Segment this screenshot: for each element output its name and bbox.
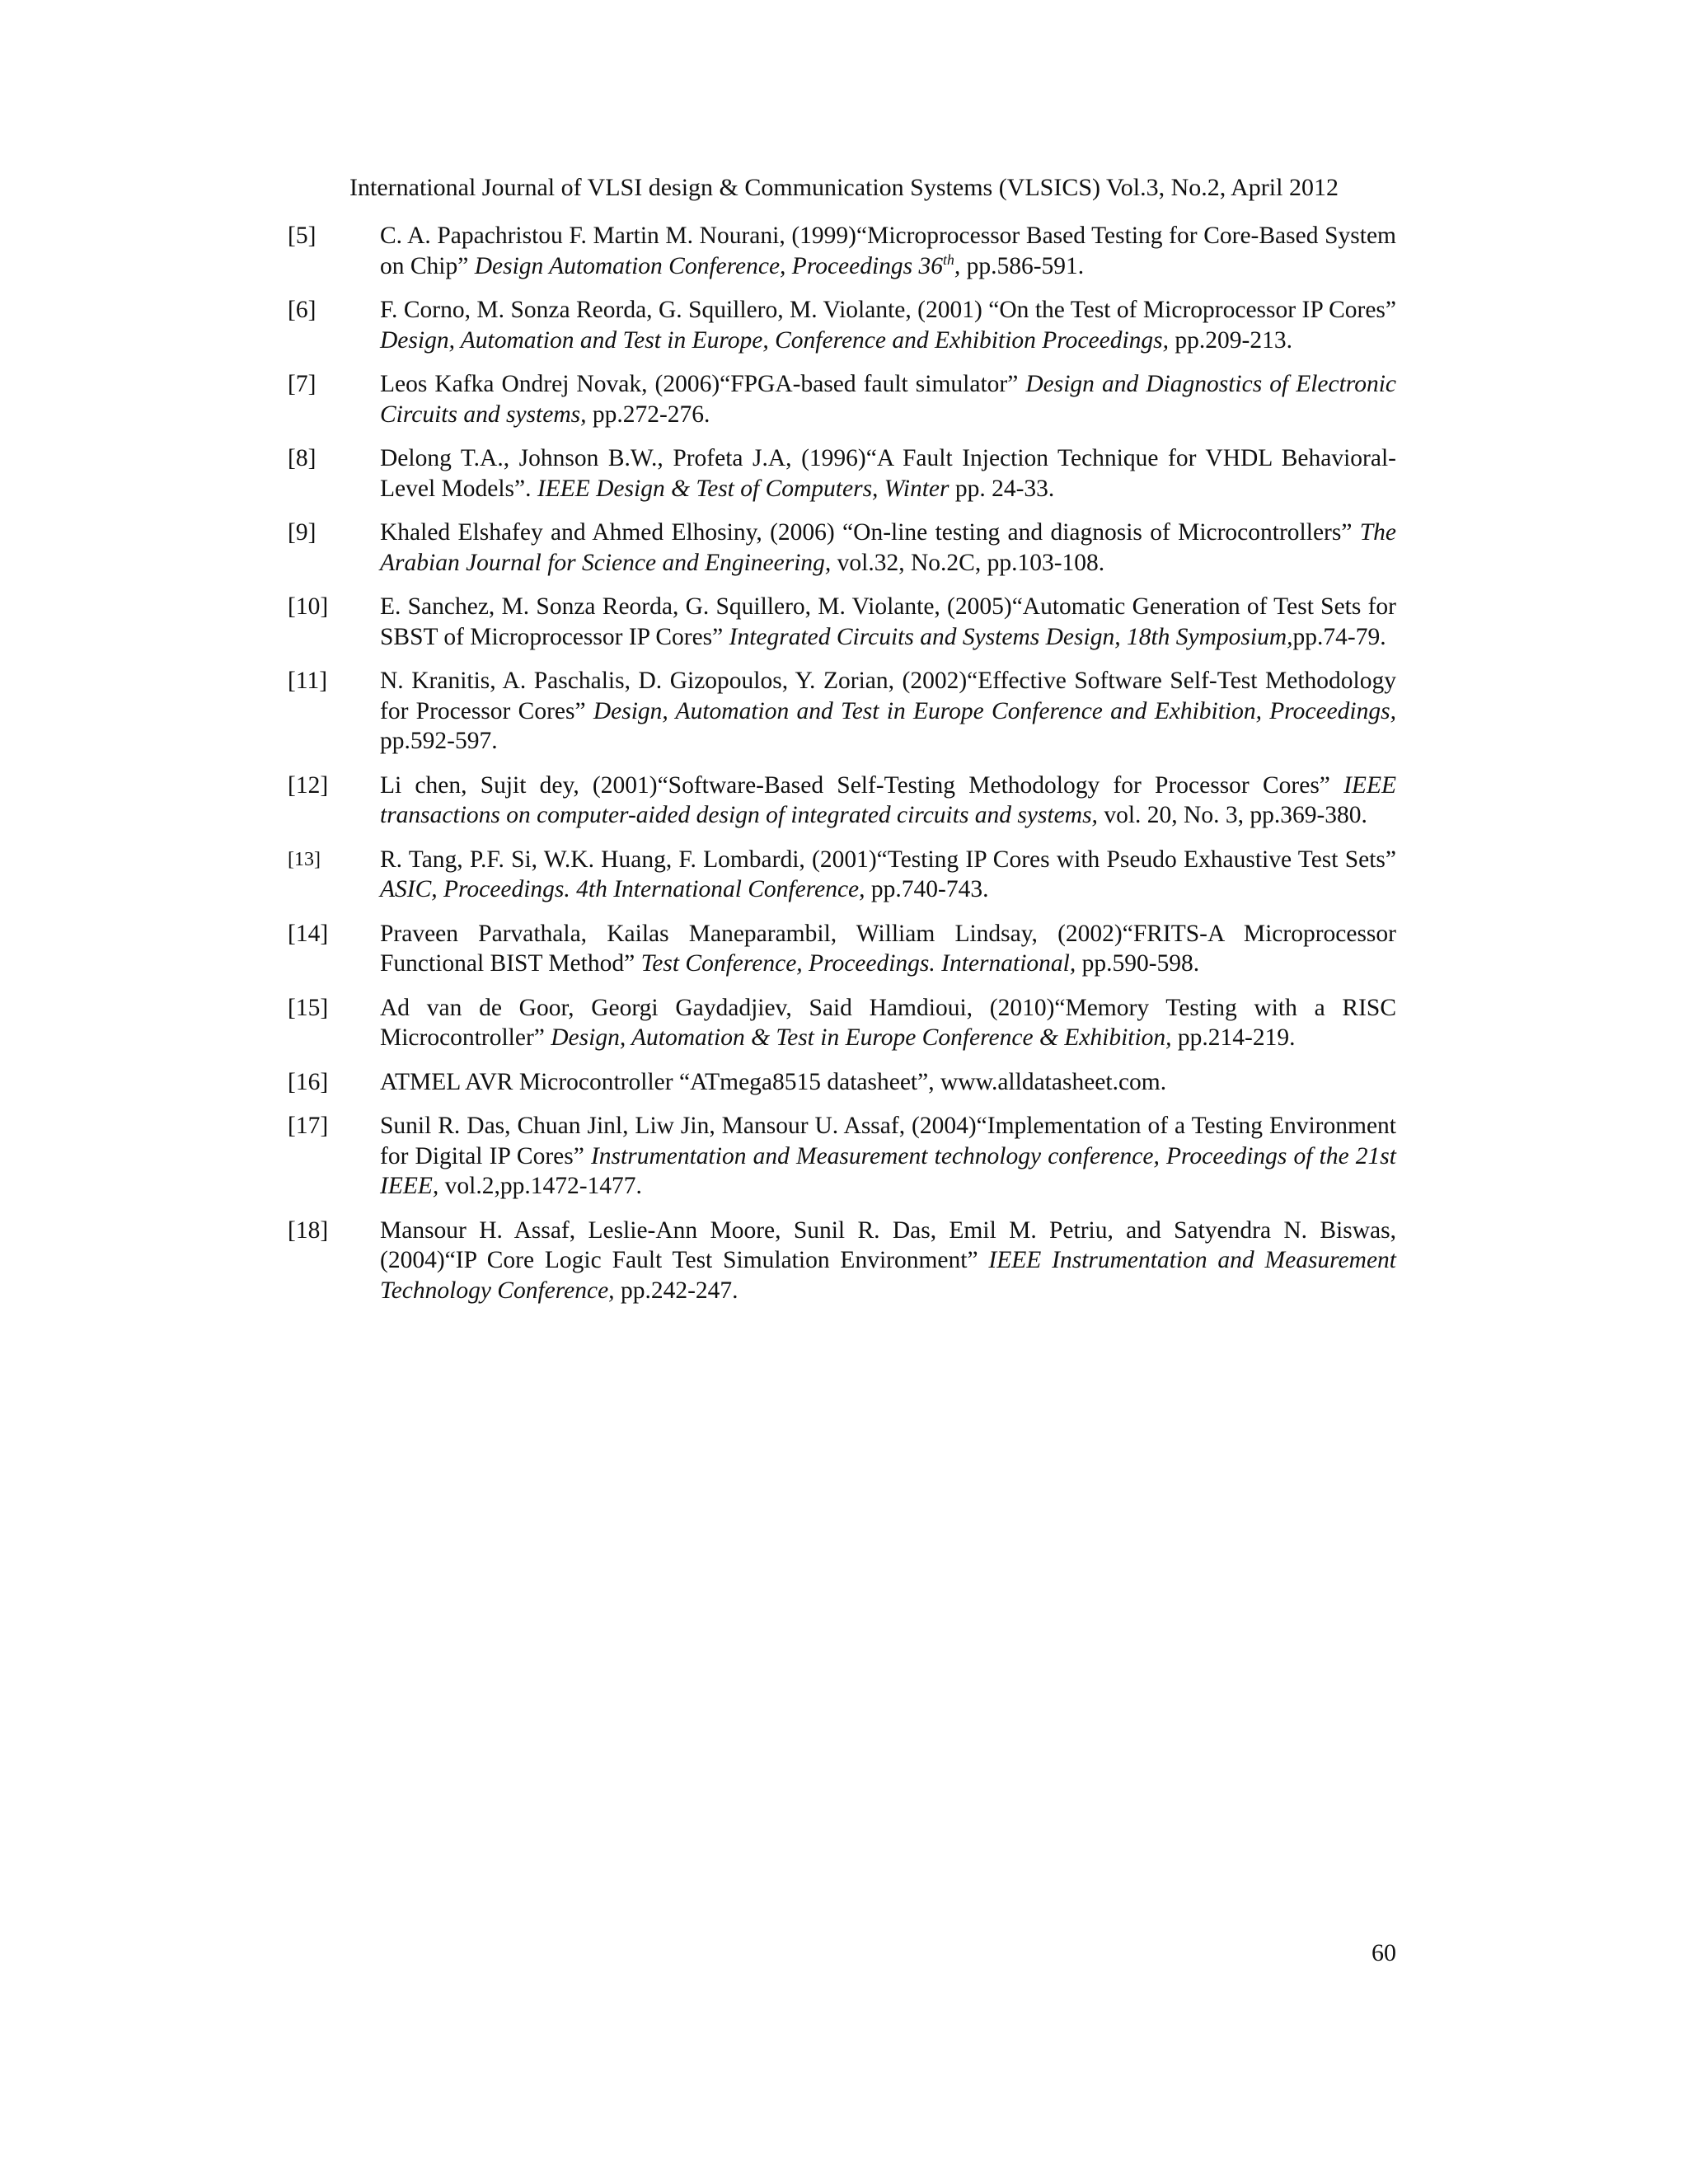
reference-text bbox=[380, 919, 1396, 979]
reference-segment: pp.214-219. bbox=[1171, 1024, 1296, 1051]
reference-entry bbox=[288, 518, 1396, 578]
reference-venue: Design and Diagnostics of Electronic Circuits and systems, bbox=[380, 371, 1396, 428]
reference-segment: Leos Kafka Ondrej Novak, (2006)“FPGA-based fault simulator” bbox=[380, 371, 1026, 397]
reference-segment: Delong T.A., Johnson B.W., Profeta J.A, (1996)“A Fault Injection Technique for VHDL Behavioral-Level Models”. bbox=[380, 445, 1396, 502]
reference-segment: Ad van de Goor, Georgi Gaydadjiev, Said Hamdioui, (2010)“Memory Testing with a RISC Microcontroller” bbox=[380, 994, 1396, 1051]
reference-number: [10] bbox=[288, 593, 329, 620]
reference-segment: pp.740-743. bbox=[865, 876, 989, 902]
reference-text bbox=[380, 771, 1396, 831]
running-header: International Journal of VLSI design & Communication Systems (VLSICS) Vol.3, No.2, April 2012 bbox=[349, 174, 1339, 201]
reference-text bbox=[380, 221, 1396, 281]
reference-number: [16] bbox=[288, 1068, 329, 1095]
reference-segment: pp.590-598. bbox=[1076, 950, 1200, 977]
reference-venue: The Arabian Journal for Science and Engineering, bbox=[380, 519, 1396, 576]
reference-segment: E. Sanchez, M. Sonza Reorda, G. Squillero, M. Violante, (2005)“Automatic Generation of Test Sets for SBST of Microprocessor IP Cores” bbox=[380, 593, 1396, 650]
reference-number: [11] bbox=[288, 668, 328, 694]
reference-list bbox=[288, 221, 1396, 1319]
reference-entry bbox=[288, 369, 1396, 429]
reference-text bbox=[380, 666, 1396, 757]
reference-text bbox=[380, 369, 1396, 429]
reference-text bbox=[380, 443, 1396, 504]
reference-segment: vol. 20, No. 3, pp.369-380. bbox=[1097, 802, 1367, 828]
reference-text bbox=[380, 1216, 1396, 1306]
reference-segment: Khaled Elshafey and Ahmed Elhosiny, (2006) “On-line testing and diagnosis of Microcontrollers” bbox=[380, 519, 1360, 546]
reference-venue: Design, Automation & Test in Europe Conference & Exhibition, bbox=[551, 1024, 1172, 1051]
reference-number: [15] bbox=[288, 994, 329, 1021]
reference-venue: Design Automation Conference, Proceedings 36 bbox=[474, 252, 944, 279]
reference-venue: IEEE Instrumentation and Measurement Technology Conference, bbox=[380, 1247, 1396, 1304]
reference-segment: R. Tang, P.F. Si, W.K. Huang, F. Lombardi, (2001)“Testing IP Cores with Pseudo Exhaustive Test Sets” bbox=[380, 846, 1396, 873]
reference-venue: Integrated Circuits and Systems Design, 18th Symposium, bbox=[729, 623, 1293, 650]
reference-segment: pp.592-597. bbox=[380, 728, 498, 754]
reference-entry bbox=[288, 845, 1396, 905]
reference-segment: Li chen, Sujit dey, (2001)“Software-Based Self-Testing Methodology for Processor Cores” bbox=[380, 771, 1344, 799]
reference-segment: pp. 24-33. bbox=[949, 475, 1055, 502]
reference-segment: pp.74-79. bbox=[1292, 623, 1386, 650]
reference-number: [17] bbox=[288, 1113, 329, 1139]
reference-number: [5] bbox=[288, 223, 316, 249]
reference-venue: Test Conference, Proceedings. International, bbox=[640, 950, 1076, 977]
reference-number: [18] bbox=[288, 1216, 329, 1244]
reference-entry bbox=[288, 1216, 1396, 1306]
reference-entry bbox=[288, 221, 1396, 281]
reference-venue: IEEE transactions on computer-aided design of integrated circuits and systems, bbox=[380, 771, 1396, 828]
reference-text bbox=[380, 993, 1396, 1053]
reference-entry bbox=[288, 295, 1396, 355]
reference-venue: IEEE Design & Test of Computers, Winter bbox=[537, 475, 950, 502]
reference-text bbox=[380, 592, 1396, 652]
reference-segment: pp.272-276. bbox=[586, 401, 710, 428]
reference-entry bbox=[288, 1067, 1396, 1098]
reference-segment: Mansour H. Assaf, Leslie-Ann Moore, Sunil R. Das, Emil M. Petriu, and Satyendra N. Biswas, (2004)“IP Core Logic Fault Test Simulation Environment” bbox=[380, 1216, 1396, 1273]
reference-segment: C. A. Papachristou F. Martin M. Nourani, (1999)“Microprocessor Based Testing for Core-Based System on Chip” bbox=[380, 223, 1396, 279]
reference-text bbox=[380, 295, 1396, 355]
reference-segment: vol.2,pp.1472-1477. bbox=[438, 1173, 642, 1199]
reference-number: [14] bbox=[288, 920, 329, 947]
reference-segment: pp.209-213. bbox=[1169, 326, 1292, 354]
reference-number: [7] bbox=[288, 371, 316, 397]
reference-segment: N. Kranitis, A. Paschalis, D. Gizopoulos, Y. Zorian, (2002)“Effective Software Self-Test Methodology for Processor Cores” bbox=[380, 668, 1396, 724]
reference-venue: ASIC, Proceedings. 4th International Conference, bbox=[380, 876, 865, 902]
reference-venue: Instrumentation and Measurement technology conference, Proceedings of the 21st IEEE, bbox=[380, 1142, 1396, 1199]
reference-superscript: th bbox=[943, 251, 954, 268]
page-number: 60 bbox=[1372, 1939, 1396, 1966]
reference-venue: , bbox=[954, 252, 961, 279]
reference-number: [12] bbox=[288, 771, 329, 799]
reference-number: [13] bbox=[288, 848, 321, 870]
reference-venue: Design, Automation and Test in Europe, Conference and Exhibition Proceedings, bbox=[380, 326, 1170, 354]
reference-segment: Praveen Parvathala, Kailas Maneparambil, William Lindsay, (2002)“FRITS-A Microprocessor Functional BIST Method” bbox=[380, 920, 1396, 977]
reference-segment: F. Corno, M. Sonza Reorda, G. Squillero, M. Violante, (2001) “On the Test of Microprocessor IP Cores” bbox=[380, 297, 1396, 323]
reference-text bbox=[380, 845, 1396, 905]
reference-segment: pp.242-247. bbox=[614, 1277, 738, 1304]
reference-entry bbox=[288, 993, 1396, 1053]
reference-entry bbox=[288, 666, 1396, 757]
reference-text bbox=[380, 1067, 1396, 1098]
reference-segment: ATMEL AVR Microcontroller “ATmega8515 datasheet”, www.alldatasheet.com. bbox=[380, 1068, 1167, 1095]
reference-segment: pp.586-591. bbox=[960, 252, 1085, 279]
reference-entry bbox=[288, 919, 1396, 979]
reference-number: [9] bbox=[288, 519, 316, 546]
reference-entry bbox=[288, 771, 1396, 831]
reference-entry bbox=[288, 1111, 1396, 1202]
reference-entry bbox=[288, 443, 1396, 504]
reference-text bbox=[380, 1111, 1396, 1202]
reference-venue: Design, Automation and Test in Europe Conference and Exhibition, Proceedings, bbox=[593, 697, 1396, 724]
reference-number: [8] bbox=[288, 445, 316, 471]
reference-segment: vol.32, No.2C, pp.103-108. bbox=[831, 549, 1105, 576]
reference-text bbox=[380, 518, 1396, 578]
reference-segment: Sunil R. Das, Chuan Jinl, Liw Jin, Mansour U. Assaf, (2004)“Implementation of a Testing Environment for Digital IP Cores” bbox=[380, 1113, 1396, 1169]
reference-number: [6] bbox=[288, 297, 316, 323]
reference-entry bbox=[288, 592, 1396, 652]
